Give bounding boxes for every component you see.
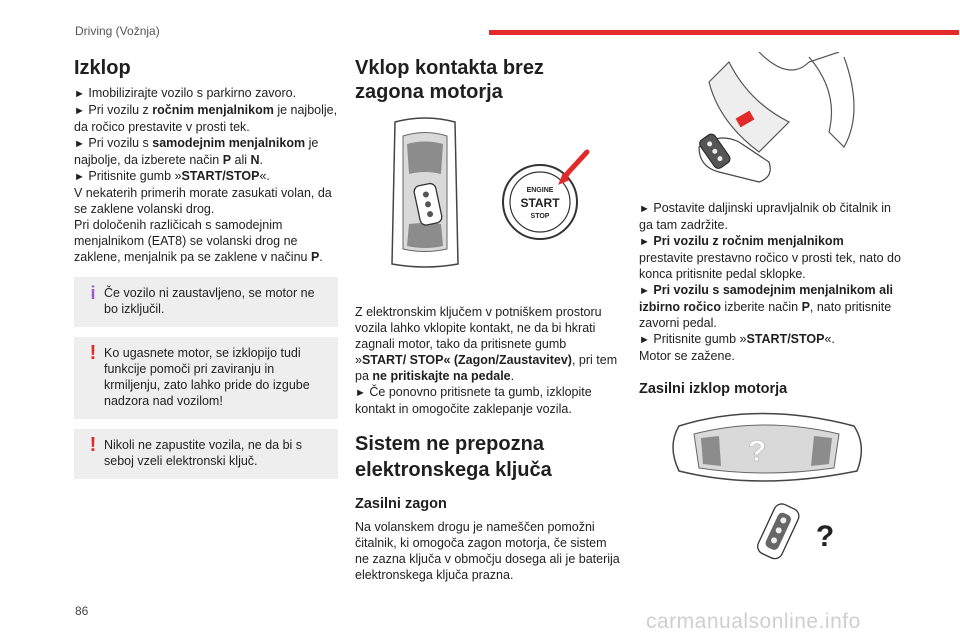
subsection-title-zasilni-zagon: Zasilni zagon [355,496,447,512]
svg-text:?: ? [747,435,767,468]
instruction-line: ► Pritisnite gumb »START/STOP«. [639,332,835,346]
svg-text:ENGINE: ENGINE [526,187,554,194]
column-vklop [355,56,620,583]
warning-note [74,429,338,479]
instruction-line: ► Če ponovno pritisnete ta gumb, izklopite kontakt in omogočite zaklepanje vozila. [355,385,592,416]
column-instructions [639,52,901,571]
warning-icon: ! [89,434,97,456]
subsection-title-zasilni-izklop: Zasilni izklop motorja [639,381,788,397]
warning-note [74,337,338,419]
instruction-line: ► Pri vozilu s samodejnim menjalnikom je najbolje, da izberete način P ali N. [74,136,319,167]
steering-column-reader-illustration [639,52,901,192]
info-note-text: Če vozilo ni zaustavljeno, se motor ne bo izključil. [104,286,315,316]
svg-text:START: START [520,196,560,210]
watermark: carmanualsonline.info [646,610,861,633]
info-icon: i [90,283,96,303]
paragraph: Na volanskem drogu je nameščen pomožni čitalnik, ki omogoča zagon motorja, če sistem ne zazna ključa v območju dosega ali je baterija elektronskega ključa prazna. [355,520,620,582]
instruction-line: ► Postavite daljinski upravljalnik ob čitalnik in ga tam zadržite. [639,201,891,232]
warning-note-text: Nikoli ne zapustite vozila, ne da bi s seboj vzeli elektronski ključ. [104,438,303,468]
svg-text:?: ? [815,520,835,553]
svg-text:STOP: STOP [530,213,550,220]
paragraph: Motor se zažene. [639,349,735,363]
instruction-line: ► Pri vozilu z ročnim menjalnikom je najbolje, da ročico prestavite v prosti tek. [74,103,338,134]
info-note [74,277,338,327]
section-title-izklop: Izklop [74,57,131,79]
instruction-line: ► Pri vozilu z ročnim menjalnikom prestavite prestavno ročico v prosti tek, nato do konca pritisnite pedal sklopke. [639,234,901,281]
car-key-start-illustration [355,114,620,274]
instruction-line: ► Pritisnite gumb »START/STOP«. [74,169,270,183]
paragraph: Z elektronskim ključem v potniškem prostoru vozila lahko vklopite kontakt, ne da bi hkrati zagnali motor, tako da pritisnete gumb »START/ STOP« (Zagon/Zaustavitev), pri tem pa ne pritiskajte na pedale. [355,305,618,383]
instruction-line: ► Imobilizirajte vozilo s parkirno zavoro. [74,86,297,100]
header-accent-bar [489,30,959,35]
warning-note-text: Ko ugasnete motor, se izklopijo tudi funkcije pomoči pri zaviranju in krmiljenju, zato lahko pride do izgube nadzora nad vozilom! [104,346,310,408]
paragraph: Pri določenih različicah s samodejnim menjalnikom (EAT8) se volanski drog ne zaklene, menjalnik pa se zaklene v načinu P. [74,218,323,264]
column-izklop [74,56,338,479]
page-number: 86 [75,604,89,618]
instruction-line: ► Pri vozilu s samodejnim menjalnikom ali izbirno ročico izberite način P, nato pritisnite zavorni pedal. [639,283,894,330]
warning-icon: ! [89,342,97,364]
paragraph: V nekaterih primerih morate zasukati volan, da se zaklene volanski drog. [74,186,332,216]
section-title-sistem: Sistem ne prepozna elektronskega ključa [355,433,552,481]
car-key-unknown-illustration [639,406,901,571]
section-title-vklop: Vklop kontakta brez zagona motorja [355,57,544,103]
running-header: Driving (Vožnja) [75,24,160,38]
